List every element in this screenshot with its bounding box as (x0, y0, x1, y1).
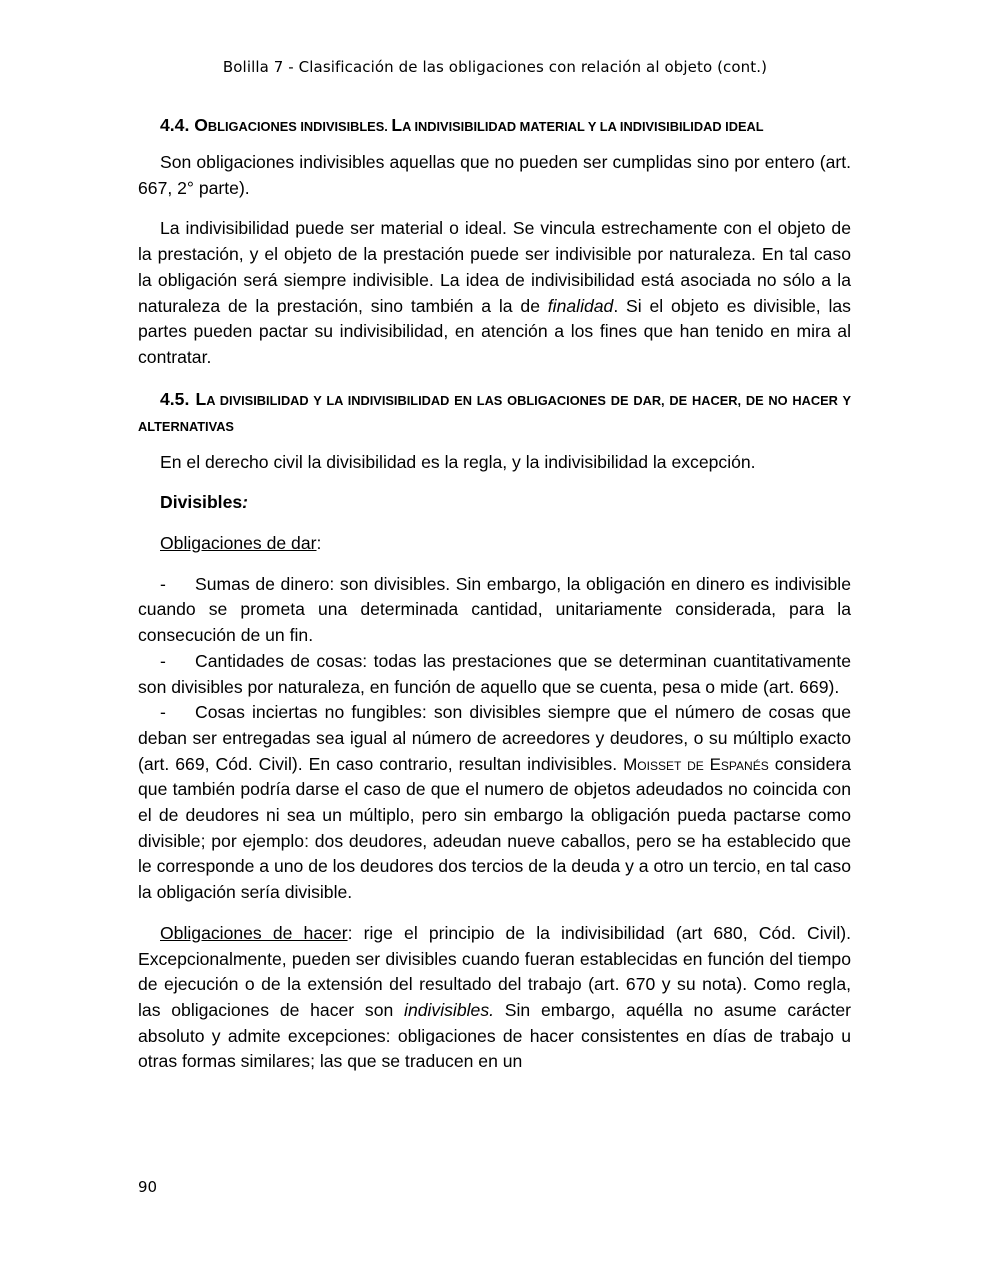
heading-text: BLIGACIONES INDIVISIBLES. (207, 119, 392, 134)
underlined-label: Obligaciones de hacer (160, 922, 348, 943)
section-number: 4.4. (160, 115, 195, 135)
section-number: 4.5. (160, 388, 196, 409)
paragraph-text: . Si el objeto es divisible, las partes pueden pactar su indivisibilidad, en atención a los fines que han tenido en mira al contratar. (138, 295, 851, 367)
list-item (138, 700, 851, 906)
dash-marker: - (160, 650, 166, 671)
heading-initial: L (195, 388, 207, 409)
list-item-text: Cosas inciertas no fungibles: son divisibles siempre que el número de cosas que deban ser entregadas sea igual al número de acreedores y deudores, o su múltiplo exacto (art. 669, Cód. Civil). En caso contrario, resultan indivisibles. (138, 702, 851, 774)
list-item-text: considera que también podría darse el caso de que el numero de objetos adeudados no coincida con el de deudores ni sea un múltiplo, pero sin embargo la obligación pueda pactarse como divisible; por ejemplo: dos deudores, adeudan nueve caballos, pero se ha establecido que le corresponde a uno de los deudores dos tercios de la deuda y a otro un tercio, en tal caso la obligación sería divisible. (138, 753, 852, 903)
subheading-colon: : (242, 492, 249, 513)
running-header: Bolilla 7 - Clasificación de las obligaciones con relación al objeto (cont.) (222, 58, 768, 76)
section-heading-4-4 (138, 112, 851, 140)
paragraph-text: La indivisibilidad puede ser material o ideal. Se vincula estrechamente con el objeto de la prestación, y el objeto de la prestación puede ser indivisible por naturaleza. En tal caso la obligación será siempre indivisible. La idea de indivisibilidad está asociada no sólo a la naturaleza de la prestación, sino también a la de (138, 218, 851, 316)
paragraph-text: Sin embargo, aquélla no asume carácter absoluto y admite excepciones: obligaciones de hacer consistentes en días de trabajo u otras formas similares; las que se traducen en un (138, 999, 851, 1072)
paragraph (138, 216, 851, 370)
paragraph: En el derecho civil la divisibilidad es la regla, y la indivisibilidad la excepción. (160, 451, 756, 472)
dash-marker: - (160, 573, 166, 594)
list-item (138, 649, 851, 700)
heading-initial: L (391, 115, 403, 135)
page-body (138, 112, 851, 1075)
author-name: Moisset de Espanés (623, 754, 769, 774)
emphasis-text: finalidad (547, 295, 614, 316)
list-item-text: Sumas de dinero: son divisibles. Sin embargo, la obligación en dinero es indivisible cuando se prometa una determinada cantidad, unitariamente considerada, para la consecución de un fin. (138, 573, 851, 646)
section-heading-4-5 (138, 386, 851, 440)
subheading-divisibles (138, 490, 851, 516)
subheading-obligaciones-de-dar (138, 531, 851, 557)
subheading-text: Divisibles (160, 492, 243, 513)
emphasis-text: indivisibles. (404, 999, 495, 1020)
heading-text: A DIVISIBILIDAD Y LA INDIVISIBILIDAD EN LAS OBLIGACIONES DE DAR, DE HACER, DE NO HACER Y ALTERNATIVAS (138, 392, 851, 434)
heading-initial: O (194, 115, 208, 135)
dash-marker: - (160, 702, 166, 723)
paragraph: Son obligaciones indivisibles aquellas que no pueden ser cumplidas sino por entero (art. 667, 2° parte). (138, 152, 851, 198)
underlined-label: Obligaciones de dar (160, 533, 317, 554)
heading-text: A INDIVISIBILIDAD MATERIAL Y LA INDIVISIBILIDAD IDEAL (402, 119, 764, 134)
list-item (138, 572, 851, 649)
list-item-text: Cantidades de cosas: todas las prestaciones que se determinan cuantitativamente son divisibles por naturaleza, en función de aquello que se cuenta, pesa o mide (art. 669). (138, 650, 851, 697)
label-colon: : (316, 533, 322, 554)
page-number: 90 (138, 1178, 158, 1196)
paragraph-obligaciones-de-hacer (138, 921, 851, 1075)
paragraph-text: : rige el principio de la indivisibilidad (art 680, Cód. Civil). Excepcionalmente, pueden ser divisibles cuando fueran establecidas en función del tiempo de ejecución o de la extensión del resultado del trabajo (art. 670 y su nota). Como regla, las obligaciones de hacer son (138, 922, 851, 1020)
